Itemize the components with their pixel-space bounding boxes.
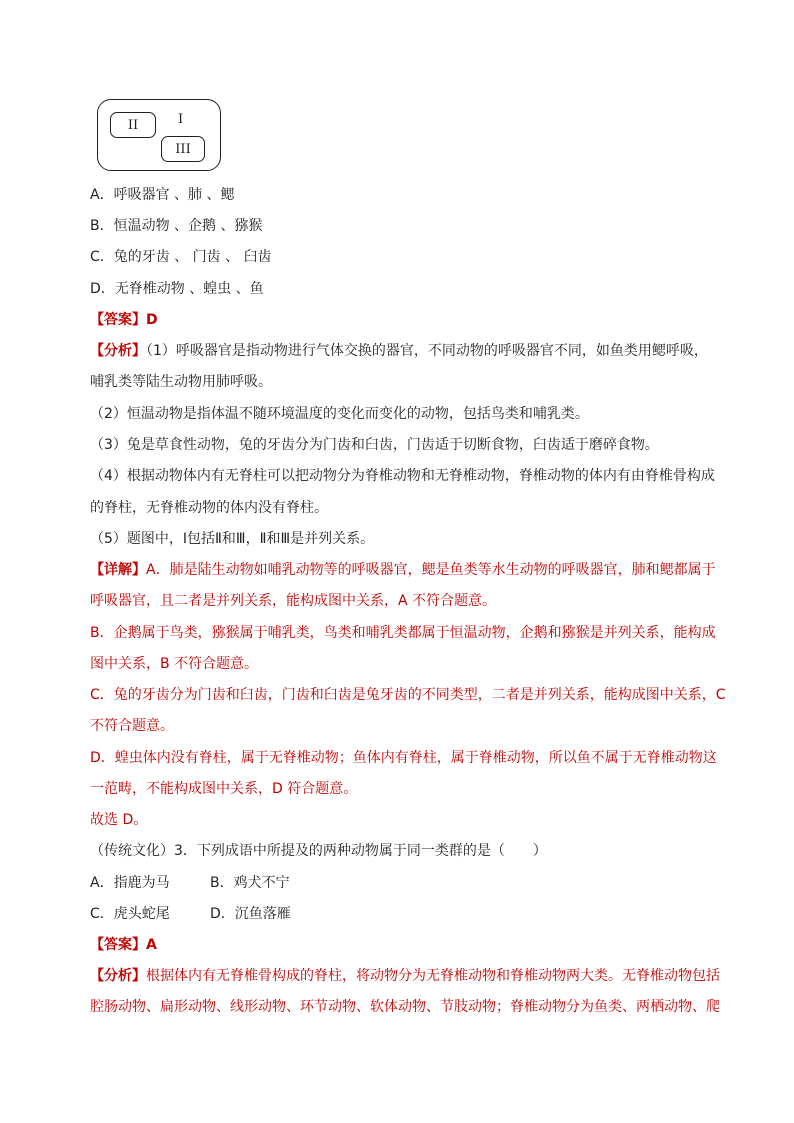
detail-text: A．肺是陆生动物如哺乳动物等的呼吸器官，鳃是鱼类等水生动物的呼吸器官，肺和鳃都属于	[146, 562, 716, 578]
q3-options-row-1	[90, 873, 290, 893]
analysis-tag: 【分析】	[90, 343, 146, 359]
q2-detail-a-line-2: 呼吸器官，且二者是并列关系，能构成图中关系，A 不符合题意。	[90, 593, 497, 609]
q2-analysis-line-7: （5）题图中，Ⅰ包括Ⅱ和Ⅲ，Ⅱ和Ⅲ是并列关系。	[90, 531, 375, 547]
q2-analysis-line-5: （4）根据动物体内有无脊柱可以把动物分为脊椎动物和无脊椎动物，脊椎动物的体内有由脊椎骨构成	[90, 468, 715, 484]
detail-tag: 【详解】	[90, 562, 146, 578]
answer-tag: 【答案】	[90, 312, 146, 328]
q2-detail-d-line-2: 一范畴，不能构成图中关系，D 符合题意。	[90, 781, 358, 797]
q3-answer	[90, 935, 157, 955]
q2-detail-c-line-1: C．兔的牙齿分为门齿和臼齿，门齿和臼齿是兔牙齿的不同类型，二者是并列关系，能构成图中关系，C	[90, 687, 726, 703]
q2-analysis-line-6: 的脊柱，无脊椎动物的体内没有脊柱。	[90, 500, 328, 516]
diagram-label-iii: III	[175, 141, 191, 157]
venn-diagram	[97, 99, 221, 171]
q3-option-d: D．沉鱼落雁	[210, 906, 291, 922]
q2-option-a: A．呼吸器官 、肺 、鳃	[90, 187, 235, 203]
q2-answer	[90, 310, 158, 330]
q2-analysis-line-1	[90, 341, 708, 361]
diagram-label-ii: II	[127, 117, 139, 133]
q3-stem: （传统文化）3．下列成语中所提及的两种动物属于同一类群的是（ ）	[90, 843, 547, 859]
q3-options-row-2	[90, 904, 291, 924]
q2-detail-d-line-1: D．蝗虫体内没有脊柱，属于无脊椎动物；鱼体内有脊柱，属于脊椎动物，所以鱼不属于无脊椎动物这	[90, 750, 717, 766]
q2-option-c: C．兔的牙齿 、 门齿 、 臼齿	[90, 249, 272, 265]
q3-analysis-line-2: 腔肠动物、扁形动物、线形动物、环节动物、软体动物、节肢动物；脊椎动物分为鱼类、两栖动物、爬	[90, 999, 720, 1015]
q2-detail-a-line-1	[90, 560, 716, 580]
diagram-box-iii	[161, 136, 205, 162]
answer-value: A	[146, 937, 157, 953]
q2-analysis-line-4: （3）兔是草食性动物，兔的牙齿分为门齿和臼齿，门齿适于切断食物，臼齿适于磨碎食物。	[90, 437, 659, 453]
q2-detail-b-line-2: 图中关系，B 不符合题意。	[90, 656, 259, 672]
q3-option-b: B．鸡犬不宁	[210, 875, 290, 891]
diagram-label-i: I	[178, 112, 184, 127]
q3-option-c: C．虎头蛇尾	[90, 906, 170, 922]
diagram-box-ii	[110, 112, 156, 138]
q2-detail-b-line-1: B．企鹅属于鸟类，猕猴属于哺乳类，鸟类和哺乳类都属于恒温动物，企鹅和猕猴是并列关系，能构成	[90, 625, 716, 641]
analysis-text: （1）呼吸器官是指动物进行气体交换的器官，不同动物的呼吸器官不同，如鱼类用鳃呼吸，	[146, 343, 708, 359]
q3-option-a: A．指鹿为马	[90, 875, 170, 891]
q2-option-d: D．无脊椎动物 、蝗虫 、鱼	[90, 281, 264, 297]
q2-analysis-line-2: 哺乳类等陆生动物用肺呼吸。	[90, 374, 272, 390]
q2-analysis-line-3: （2）恒温动物是指体温不随环境温度的变化而变化的动物，包括鸟类和哺乳类。	[90, 406, 589, 422]
analysis-tag: 【分析】	[90, 968, 146, 984]
q3-analysis-line-1	[90, 966, 720, 986]
answer-tag: 【答案】	[90, 937, 146, 953]
analysis-text: 根据体内有无脊椎骨构成的脊柱，将动物分为无脊椎动物和脊椎动物两大类。无脊椎动物包括	[146, 968, 720, 984]
q2-detail-c-line-2: 不符合题意。	[90, 718, 174, 734]
q2-option-b: B．恒温动物 、企鹅 、猕猴	[90, 218, 263, 234]
q2-choose: 故选 D。	[90, 812, 148, 828]
answer-value: D	[146, 312, 158, 328]
